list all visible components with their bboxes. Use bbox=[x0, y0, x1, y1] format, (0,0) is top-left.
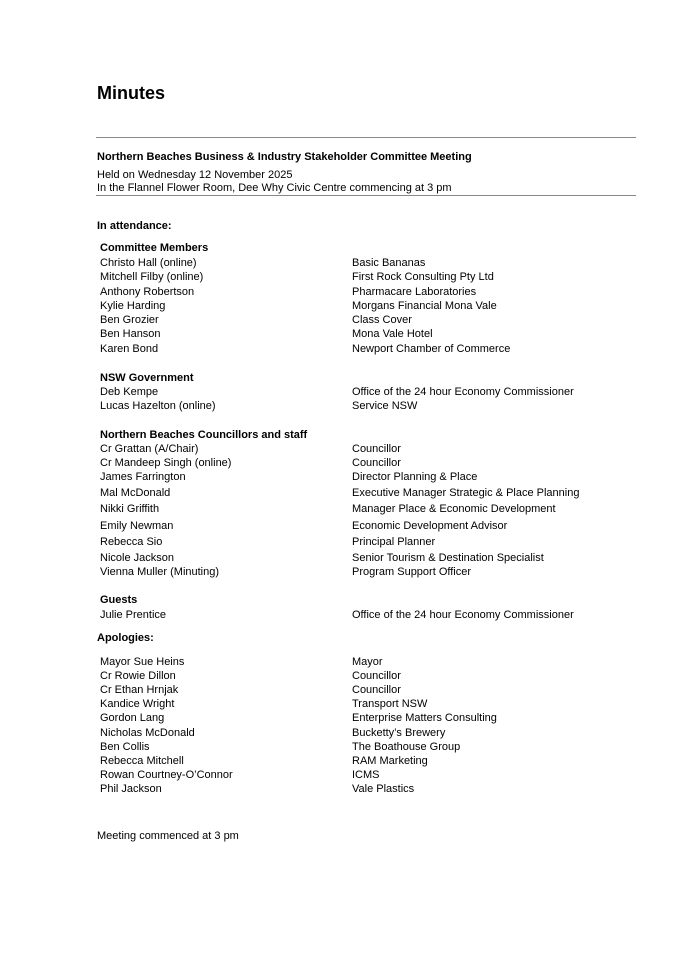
attendee-role: Office of the 24 hour Economy Commissioner bbox=[352, 386, 574, 398]
apology-role: Bucketty’s Brewery bbox=[352, 727, 446, 739]
attendee-row bbox=[100, 608, 660, 622]
attendee-name: Deb Kempe bbox=[100, 386, 159, 398]
attendee-role: Program Support Officer bbox=[352, 566, 472, 578]
attendee-row bbox=[100, 385, 660, 399]
attendee-name: Emily Newman bbox=[100, 520, 174, 532]
attendee-role: Basic Bananas bbox=[352, 257, 426, 269]
attendee-name: Mitchell Filby (online) bbox=[100, 271, 204, 283]
apology-name: Phil Jackson bbox=[100, 783, 162, 795]
attendee-role: Newport Chamber of Commerce bbox=[352, 343, 511, 355]
apology-name: Rowan Courtney-O’Connor bbox=[100, 769, 233, 781]
attendance-heading: In attendance: bbox=[97, 220, 172, 232]
apology-name: Ben Collis bbox=[100, 741, 150, 753]
attendee-row bbox=[100, 313, 660, 327]
apology-row bbox=[100, 655, 660, 669]
attendee-name: Cr Mandeep Singh (online) bbox=[100, 457, 232, 469]
apology-role: Councillor bbox=[352, 684, 401, 696]
meeting-location: In the Flannel Flower Room, Dee Why Civic Centre commencing at 3 pm bbox=[97, 182, 452, 194]
apology-role: RAM Marketing bbox=[352, 755, 428, 767]
apology-row bbox=[100, 726, 660, 740]
apology-role: Vale Plastics bbox=[352, 783, 415, 795]
group-heading-guests: Guests bbox=[100, 594, 138, 606]
group-heading-councillors-staff: Northern Beaches Councillors and staff bbox=[100, 429, 308, 441]
attendee-row bbox=[100, 486, 660, 500]
group-heading-nsw-government: NSW Government bbox=[100, 372, 194, 384]
attendee-name: Mal McDonald bbox=[100, 487, 171, 499]
attendee-row bbox=[100, 442, 660, 456]
attendee-row bbox=[100, 342, 660, 356]
attendee-name: Anthony Robertson bbox=[100, 286, 195, 298]
attendee-name: Cr Grattan (A/Chair) bbox=[100, 443, 199, 455]
apology-role: Enterprise Matters Consulting bbox=[352, 712, 497, 724]
attendee-row bbox=[100, 565, 660, 579]
apology-row bbox=[100, 683, 660, 697]
attendee-role: Mona Vale Hotel bbox=[352, 328, 433, 340]
attendee-name: Lucas Hazelton (online) bbox=[100, 400, 216, 412]
attendee-role: First Rock Consulting Pty Ltd bbox=[352, 271, 494, 283]
attendee-name: Rebecca Sio bbox=[100, 536, 163, 548]
apology-role: Mayor bbox=[352, 656, 383, 668]
apology-row bbox=[100, 669, 660, 683]
apology-role: Councillor bbox=[352, 670, 401, 682]
attendee-role: Principal Planner bbox=[352, 536, 436, 548]
apologies-heading: Apologies: bbox=[97, 632, 154, 644]
attendee-row bbox=[100, 285, 660, 299]
meeting-title: Northern Beaches Business & Industry Stakeholder Committee Meeting bbox=[97, 151, 472, 163]
attendee-row bbox=[100, 256, 660, 270]
attendee-row bbox=[100, 270, 660, 284]
attendee-name: Vienna Muller (Minuting) bbox=[100, 566, 220, 578]
apology-row bbox=[100, 697, 660, 711]
attendee-row bbox=[100, 470, 660, 484]
attendee-row bbox=[100, 535, 660, 549]
apology-name: Kandice Wright bbox=[100, 698, 175, 710]
group-heading-committee: Committee Members bbox=[100, 242, 209, 254]
apology-row bbox=[100, 782, 660, 796]
attendee-row bbox=[100, 299, 660, 313]
attendee-role: Executive Manager Strategic & Place Planning bbox=[352, 487, 580, 499]
attendee-row bbox=[100, 519, 660, 533]
attendee-row bbox=[100, 456, 660, 470]
apology-role: The Boathouse Group bbox=[352, 741, 461, 753]
attendee-name: Julie Prentice bbox=[100, 609, 167, 621]
apology-row bbox=[100, 740, 660, 754]
apology-name: Nicholas McDonald bbox=[100, 727, 195, 739]
attendee-role: Office of the 24 hour Economy Commissioner bbox=[352, 609, 574, 621]
apology-row bbox=[100, 768, 660, 782]
attendee-role: Morgans Financial Mona Vale bbox=[352, 300, 497, 312]
attendee-name: Kylie Harding bbox=[100, 300, 166, 312]
apology-name: Gordon Lang bbox=[100, 712, 165, 724]
apology-row bbox=[100, 711, 660, 725]
top-divider bbox=[96, 137, 636, 138]
attendee-name: Christo Hall (online) bbox=[100, 257, 197, 269]
attendee-role: Economic Development Advisor bbox=[352, 520, 508, 532]
attendee-role: Director Planning & Place bbox=[352, 471, 478, 483]
attendee-row bbox=[100, 399, 660, 413]
attendee-name: James Farrington bbox=[100, 471, 186, 483]
attendee-name: Nicole Jackson bbox=[100, 552, 174, 564]
apology-name: Rebecca Mitchell bbox=[100, 755, 184, 767]
attendee-name: Ben Hanson bbox=[100, 328, 161, 340]
attendee-role: Class Cover bbox=[352, 314, 412, 326]
attendee-name: Karen Bond bbox=[100, 343, 159, 355]
page-title: Minutes bbox=[97, 83, 166, 103]
attendee-name: Nikki Griffith bbox=[100, 503, 160, 515]
attendee-row bbox=[100, 327, 660, 341]
attendee-row bbox=[100, 551, 660, 565]
attendee-role: Manager Place & Economic Development bbox=[352, 503, 556, 515]
apology-name: Cr Ethan Hrnjak bbox=[100, 684, 179, 696]
apology-row bbox=[100, 754, 660, 768]
apology-role: ICMS bbox=[352, 769, 380, 781]
attendee-role: Senior Tourism & Destination Specialist bbox=[352, 552, 544, 564]
attendee-role: Pharmacare Laboratories bbox=[352, 286, 477, 298]
attendee-role: Councillor bbox=[352, 457, 401, 469]
meeting-date: Held on Wednesday 12 November 2025 bbox=[97, 169, 293, 181]
header-divider bbox=[96, 195, 636, 196]
attendee-name: Ben Grozier bbox=[100, 314, 159, 326]
apology-name: Mayor Sue Heins bbox=[100, 656, 185, 668]
apology-name: Cr Rowie Dillon bbox=[100, 670, 176, 682]
attendee-row bbox=[100, 502, 660, 516]
attendee-role: Councillor bbox=[352, 443, 401, 455]
attendee-role: Service NSW bbox=[352, 400, 418, 412]
meeting-commenced-note: Meeting commenced at 3 pm bbox=[97, 830, 239, 842]
apology-role: Transport NSW bbox=[352, 698, 428, 710]
